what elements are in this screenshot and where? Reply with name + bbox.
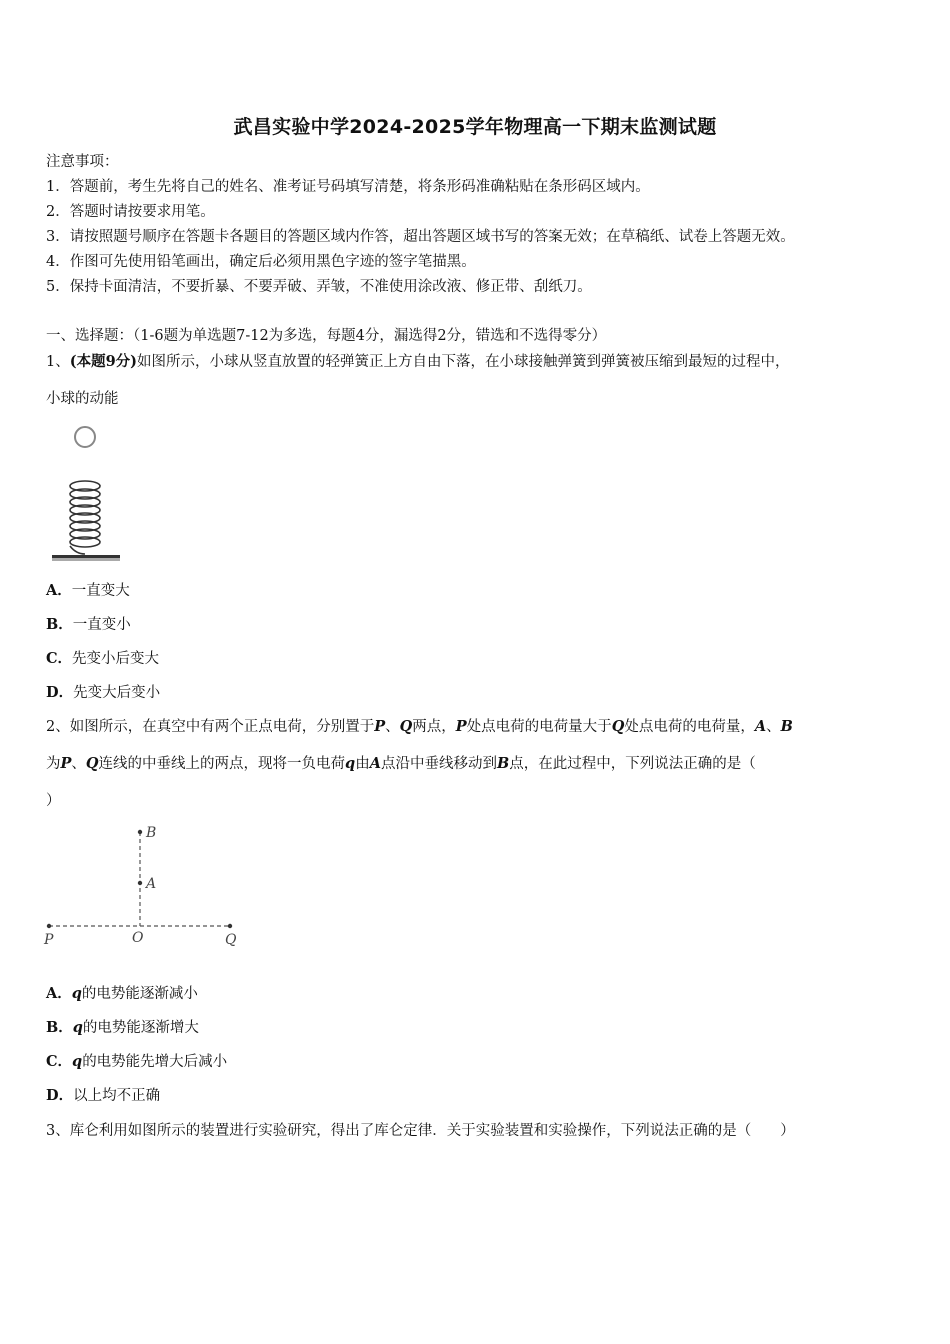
- notice-heading: 注意事项：: [46, 154, 119, 170]
- q2-option-c[interactable]: C．q的电势能先增大后减小: [46, 1053, 228, 1070]
- spring-icon: [70, 481, 100, 554]
- q2-option-d[interactable]: D．以上均不正确: [46, 1087, 161, 1104]
- q1-option-b[interactable]: B．一直变小: [46, 616, 131, 633]
- q2-option-a[interactable]: A．q的电势能逐渐减小: [46, 985, 198, 1002]
- ground-icon: [52, 555, 120, 561]
- q2-option-b[interactable]: B．q的电势能逐渐增大: [46, 1019, 199, 1036]
- point-b: [138, 830, 142, 834]
- label-b: B: [146, 825, 157, 841]
- q1-option-a[interactable]: A．一直变大: [46, 582, 130, 599]
- q1-tag: (本题9分): [69, 353, 138, 370]
- q3-line-1: 3、库仑利用如图所示的装置进行实验研究，得出了库仑定律．关于实验装置和实验操作，下列说法正确的是（ ）: [46, 1123, 795, 1139]
- q2-line-1: 2、如图所示，在真空中有两个正点电荷，分别置于P、Q两点，P处点电荷的电荷量大于Q处点电荷的电荷量，A、B: [46, 718, 793, 735]
- label-p: P: [44, 932, 54, 948]
- charges-figure: [40, 820, 250, 950]
- spring-ball-figure: [48, 422, 128, 564]
- point-q: [228, 924, 232, 928]
- q1-number: 1、: [46, 354, 70, 370]
- q1-line-2: 小球的动能: [46, 391, 119, 407]
- notice-item-2: 2．答题时请按要求用笔。: [46, 204, 215, 220]
- notice-item-5: 5．保持卡面清洁，不要折暴、不要弄破、弄皱，不准使用涂改液、修正带、刮纸刀。: [46, 279, 592, 295]
- notice-item-1: 1．答题前，考生先将自己的姓名、准考证号码填写清楚，将条形码准确粘贴在条形码区域内。: [46, 179, 650, 195]
- label-o: O: [132, 930, 144, 946]
- q1-option-c[interactable]: C．先变小后变大: [46, 650, 160, 667]
- notice-item-4: 4．作图可先使用铅笔画出，确定后必须用黑色字迹的签字笔描黑。: [46, 254, 476, 270]
- ball-icon: [75, 427, 95, 447]
- notice-item-3: 3．请按照题号顺序在答题卡各题目的答题区域内作答，超出答题区域书写的答案无效；在草稿纸、试卷上答题无效。: [46, 229, 795, 245]
- label-a: A: [146, 876, 157, 892]
- exam-title: 武昌实验中学2024-2025学年物理高一下期末监测试题: [233, 116, 717, 138]
- q2-line-3: ）: [46, 793, 61, 809]
- q1-text-1: 如图所示，小球从竖直放置的轻弹簧正上方自由下落，在小球接触弹簧到弹簧被压缩到最短的过程中，: [137, 354, 790, 370]
- point-p: [47, 924, 51, 928]
- q2-line-2: 为P、Q连线的中垂线上的两点，现将一负电荷q由A点沿中垂线移动到B点，在此过程中，下列说法正确的是（: [46, 755, 756, 772]
- section-heading: 一、选择题：（1-6题为单选题7-12为多选，每题4分，漏选得2分，错选和不选得零分）: [46, 328, 607, 344]
- q1-line-1: [46, 352, 790, 372]
- q1-option-d[interactable]: D．先变大后变小: [46, 684, 161, 701]
- label-q: Q: [225, 932, 237, 948]
- point-a: [138, 881, 142, 885]
